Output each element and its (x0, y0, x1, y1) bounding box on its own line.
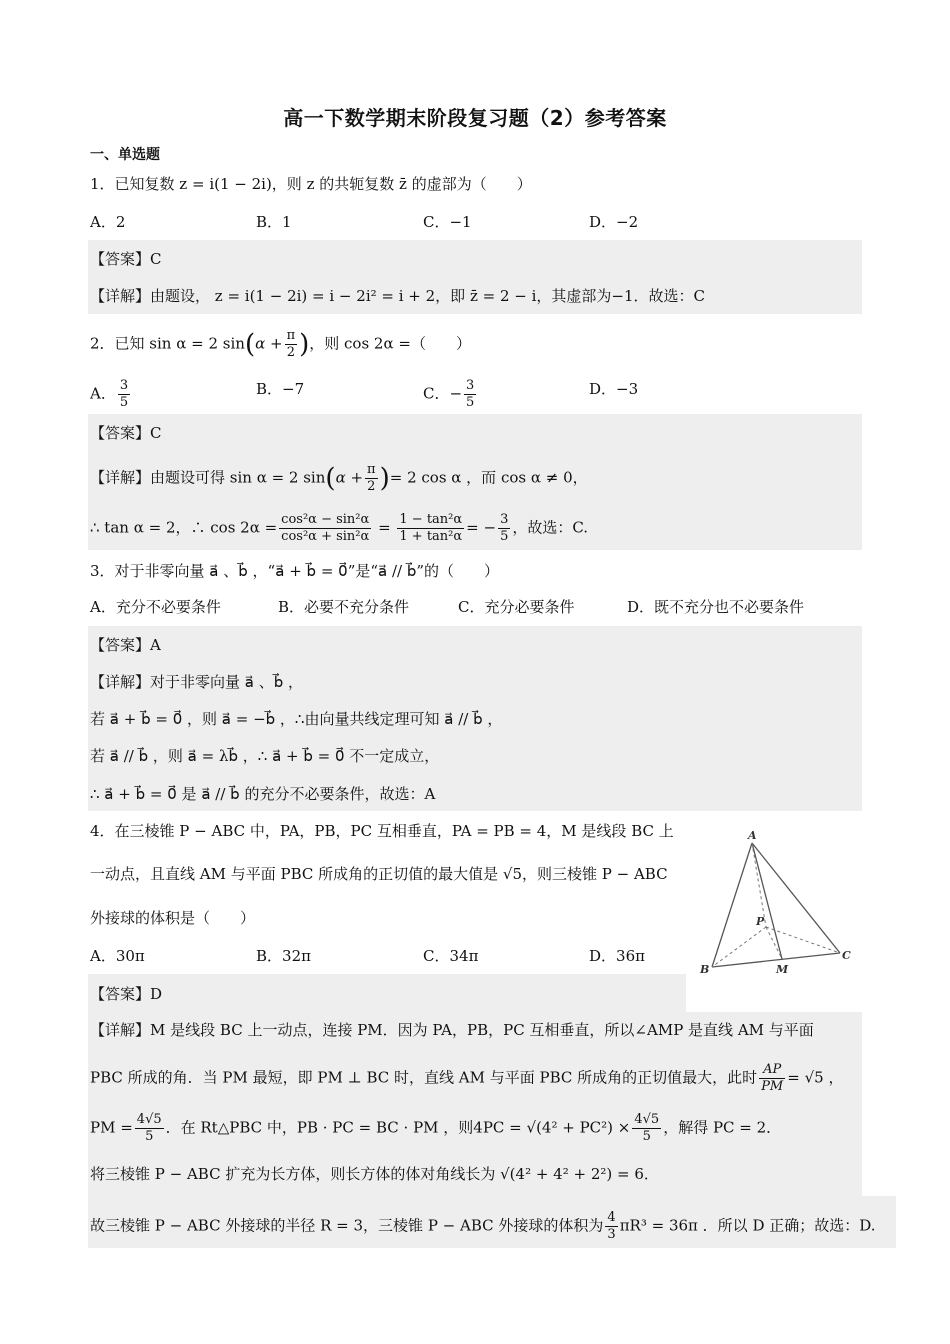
q3-stem: 3．对于非零向量 a⃗ 、b⃗ ，“a⃗ + b⃗ = 0⃗”是“a⃗ // b⃗”的（ ） (90, 562, 500, 580)
label-c: C (842, 949, 851, 962)
q2-option-a: A． $\frac{3}{5}$ (90, 378, 129, 410)
q3-answer: 【答案】A (90, 636, 161, 654)
q3-option-b: B．必要不充分条件 (278, 598, 410, 616)
q4-detail-1: 【详解】M 是线段 BC 上一动点，连接 PM．因为 PA，PB，PC 互相垂直，所以∠AMP 是直线 AM 与平面 (90, 1021, 814, 1039)
q1-option-c: C．−1 (423, 213, 472, 231)
q4-answer: 【答案】D (90, 985, 163, 1003)
q1-option-a: A．2 (90, 213, 126, 231)
edge-am (752, 843, 782, 959)
q3-detail-3: 若 a⃗ // b⃗ ，则 a⃗ = λb⃗ ，∴ a⃗ + b⃗ = 0⃗ 不一定成立， (90, 747, 440, 765)
q2-option-c: C．− $\frac{3}{5}$ (423, 378, 475, 410)
q1-option-d: D．−2 (589, 213, 639, 231)
q3-detail-1: 【详解】对于非零向量 a⃗ 、b⃗ ， (90, 673, 304, 691)
section-heading: 一、单选题 (90, 147, 160, 163)
q4-option-a: A．30π (90, 947, 145, 965)
q4-detail-2: PBC 所成的角．当 PM 最短，即 PM ⊥ BC 时，直线 AM 与平面 PBC 所成角的正切值最大，此时 $\frac{AP}{PM}$ = √5 ， (90, 1062, 844, 1094)
q4-option-c: C．34π (423, 947, 479, 965)
edge-pb (712, 927, 766, 967)
edge-ac (752, 843, 840, 953)
q2-option-b: B．−7 (256, 380, 305, 398)
q2-detail-2: ∴ tan α = 2，∴ cos 2α = $\frac{\text{cos²α − sin²α}}{\text{cos²α + sin²α}}$ = $\frac{\text{1 − tan²α}}{\text{1 + tan²α}}$ = − $\frac{3}{5}$ ，故选：C. (90, 512, 589, 544)
q3-detail-2: 若 a⃗ + b⃗ = 0⃗ ，则 a⃗ = −b⃗ ，∴由向量共线定理可知 a⃗ // b⃗ ， (90, 710, 503, 728)
label-m: M (776, 963, 789, 976)
q2-answer: 【答案】C (90, 424, 162, 442)
q4-option-d: D．36π (589, 947, 645, 965)
q4-option-b: B．32π (256, 947, 311, 965)
edge-ab (712, 843, 752, 967)
q3-detail-4: ∴ a⃗ + b⃗ = 0⃗ 是 a⃗ // b⃗ 的充分不必要条件，故选：A (90, 785, 436, 803)
label-b: B (700, 963, 710, 976)
pyramid-figure (690, 825, 860, 985)
label-a: A (748, 829, 757, 842)
q3-option-d: D．既不充分也不必要条件 (627, 598, 805, 616)
q4-detail-4: 将三棱锥 P − ABC 扩充为长方体，则长方体的体对角线长为 √(4² + 4² + 2²) = 6． (90, 1165, 659, 1183)
q1-stem: 1．已知复数 z = i(1 − 2i)，则 z 的共轭复数 z̄ 的虚部为（ ） (90, 175, 532, 193)
q2-option-d: D．−3 (589, 380, 639, 398)
q1-option-b: B．1 (256, 213, 292, 231)
q4-stem-2: 一动点，且直线 AM 与平面 PBC 所成角的正切值的最大值是 √5，则三棱锥 P − ABC (90, 865, 668, 883)
q3-option-c: C．充分必要条件 (458, 598, 575, 616)
q4-detail-3: PM = $\frac{4√5}{5}$ ．在 Rt△PBC 中，PB · PC = BC · PM ，则4PC = √(4² + PC²) × $\frac{4√5}{5}$ ，解得 PC = 2． (90, 1112, 782, 1144)
q4-stem-3: 外接球的体积是（ ） (90, 909, 256, 927)
label-p: P (756, 915, 765, 928)
q3-option-a: A．充分不必要条件 (90, 598, 221, 616)
q2-detail-1: 【详解】由题设可得 sin α = 2 sin(α + $\frac{\pi}{2}$ )= 2 cos α ，而 cos α ≠ 0， (90, 462, 588, 494)
q2-stem: 2．已知 sin α = 2 sin(α + $\frac{\pi}{2}$ )，则 cos 2α =（ ） (90, 328, 471, 360)
q1-detail: 【详解】由题设， z = i(1 − 2i) = i − 2i² = i + 2，即 z̄ = 2 − i，其虚部为−1．故选：C (90, 287, 705, 305)
q1-answer: 【答案】C (90, 250, 162, 268)
q4-stem-1: 4．在三棱锥 P − ABC 中，PA，PB，PC 互相垂直，PA = PB = 4，M 是线段 BC 上 (90, 822, 674, 840)
q4-detail-5: 故三棱锥 P − ABC 外接球的半径 R = 3，三棱锥 P − ABC 外接球的体积为 $\frac{4}{3}$ πR³ = 36π ．所以 D 正确；故选：D. (90, 1210, 876, 1242)
page-title: 高一下数学期末阶段复习题（2）参考答案 (283, 106, 667, 130)
q4-answer-box-top (88, 974, 686, 1014)
